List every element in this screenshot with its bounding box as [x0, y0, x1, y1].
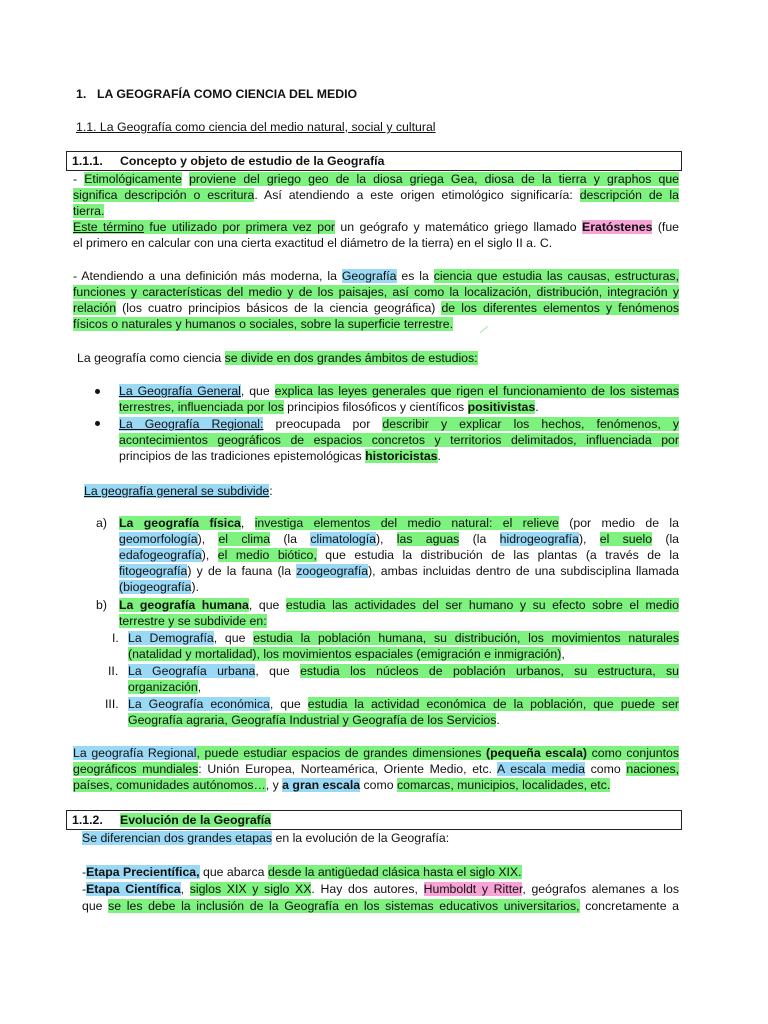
- text-run: hidrogeografía: [499, 532, 579, 546]
- list-line: [119, 563, 679, 579]
- text-run: -: [73, 172, 85, 186]
- heading-1-1-1: Concepto y objeto de estudio de la Geografía: [120, 154, 385, 168]
- bullet-line: [119, 416, 679, 432]
- list-line: [119, 531, 679, 547]
- text-run: (la: [652, 532, 680, 546]
- text-run: siglos XIX y siglo XX: [189, 882, 312, 896]
- text-run: (emigración e inmigración): [413, 647, 562, 661]
- list-line: [119, 547, 679, 563]
- text-run: que estudia la distribución de las plantas (a través de la: [316, 548, 679, 562]
- text-run: , y: [265, 778, 283, 792]
- text-run: de los diferentes elementos y fenómenos: [441, 301, 679, 315]
- text-run: Humboldt y Ritter: [423, 882, 523, 896]
- text-run: , que: [213, 631, 254, 645]
- text-run: se divide en dos grandes ámbitos de estudios:: [224, 351, 478, 365]
- text-run: el suelo: [599, 532, 653, 546]
- paragraph-line: [82, 881, 679, 897]
- text-run: descripción de la: [579, 188, 679, 202]
- text-run: .: [535, 400, 539, 414]
- text-run: , que: [255, 664, 301, 678]
- text-run: físicos o naturales y humanos o sociales, sobre la superficie terrestre.: [73, 317, 454, 331]
- list-line: [119, 597, 679, 613]
- list-marker: II.: [108, 664, 119, 678]
- paragraph-line: [82, 830, 688, 846]
- text-run: , que: [248, 598, 286, 612]
- text-run: en la evolución de la Geografía:: [272, 831, 450, 845]
- list-marker: b): [96, 598, 107, 612]
- text-run: el medio biótico,: [217, 548, 317, 562]
- text-run: (biogeografía: [119, 580, 192, 594]
- list-line: [128, 679, 679, 695]
- text-run: el clima: [218, 532, 271, 546]
- text-run: países, comunidades autónomos…: [73, 778, 266, 792]
- text-run: se les debe la inclusión de la Geografía en los sistemas educativos universitarios,: [108, 899, 580, 913]
- heading-number: 1.1.1.: [72, 154, 103, 168]
- text-run: funciones y características del medio y de los paisajes, así como la localización, distribución, integración y: [73, 285, 679, 299]
- text-run: , puede estudiar espacios de grandes dimensiones: [196, 746, 486, 760]
- text-run: positivistas: [467, 400, 536, 414]
- text-run: ),: [375, 532, 397, 546]
- text-run: [182, 172, 189, 186]
- list-marker: a): [96, 516, 107, 530]
- heading-number: 1.: [76, 87, 87, 101]
- text-run: La geografía como ciencia: [77, 351, 225, 365]
- text-run: proviene del griego geo de la diosa griega Gea, diosa de la tierra y graphos que: [189, 172, 680, 186]
- text-run: - Atendiendo a una definición más moderna, la: [73, 269, 342, 283]
- text-run: climatología: [310, 532, 376, 546]
- text-run: describir y explicar los hechos, fenómenos, y: [382, 417, 680, 431]
- text-run: ),: [201, 548, 218, 562]
- list-line: [128, 630, 679, 646]
- text-run: geográficos mundiales: [73, 762, 199, 776]
- text-run: La Geografía General: [119, 384, 241, 398]
- text-run: que: [82, 899, 109, 913]
- text-run: fitogeografía: [119, 564, 188, 578]
- paragraph-line: [73, 219, 679, 235]
- text-run: es la: [396, 269, 434, 283]
- bullet-line: [119, 448, 679, 464]
- text-run: , que: [269, 697, 308, 711]
- heading-1-1-2: Evolución de la Geografía: [120, 813, 272, 827]
- paragraph-line: [73, 761, 679, 777]
- text-run: como conjuntos: [587, 746, 680, 760]
- heading-1: LA GEOGRAFÍA COMO CIENCIA DEL MEDIO: [97, 87, 358, 101]
- text-run: investiga elementos del medio natural: el relieve: [254, 516, 559, 530]
- paragraph-line: [73, 268, 679, 284]
- text-run: Etapa Precientífica,: [86, 865, 200, 879]
- text-run: . Hay dos autores,: [311, 882, 424, 896]
- text-run: : Unión Europea, Norteamérica, Oriente Medio, etc.: [198, 762, 498, 776]
- paragraph-line: [73, 316, 679, 332]
- heading-number: 1.1.2.: [72, 813, 103, 827]
- text-run: Etapa Científica: [86, 882, 181, 896]
- text-run: terrestres, influenciada por los: [119, 400, 284, 414]
- paragraph-line: [82, 864, 688, 880]
- text-run: los movimientos espaciales: [259, 647, 414, 661]
- text-run: que abarca: [199, 865, 268, 879]
- text-run: (pequeña escala): [486, 746, 588, 760]
- text-run: La Demografía: [128, 631, 214, 645]
- text-run: :: [269, 484, 273, 498]
- text-run: ) y de la fauna (la: [187, 564, 297, 578]
- text-run: significa descripción o escritura: [73, 188, 255, 202]
- text-run: ), ambas incluidas dentro de una subdisciplina llamada: [368, 564, 680, 578]
- list-line: [128, 646, 679, 662]
- list-line: [128, 712, 679, 728]
- text-run: Se diferencian dos grandes etapas: [82, 831, 273, 845]
- text-run: -: [82, 882, 87, 896]
- text-run: 1.1. La Geografía como ciencia del medio natural, social y cultural: [76, 120, 436, 134]
- text-run: (por medio de la: [558, 516, 679, 530]
- paragraph-line: [73, 777, 679, 793]
- text-run: tierra.: [73, 204, 105, 218]
- text-run: ,: [561, 647, 565, 661]
- text-run: terrestre y se subdivide en:: [119, 614, 267, 628]
- text-run: Eratóstenes: [582, 220, 653, 234]
- paragraph-line: [73, 745, 679, 761]
- text-run: estudia los núcleos de población urbanos, su estructura, su: [300, 664, 679, 678]
- text-run: preocupada por: [263, 417, 383, 431]
- list-marker: III.: [105, 697, 119, 711]
- text-run: .: [437, 449, 441, 463]
- text-run: ,: [197, 680, 202, 694]
- text-run: geomorfología: [119, 532, 198, 546]
- text-run: La Geografía económica: [128, 697, 270, 711]
- paragraph-line: [73, 300, 679, 316]
- text-run: estudia la población humana, su distribución, los movimientos naturales: [253, 631, 679, 645]
- text-run: organización: [128, 680, 198, 694]
- paragraph-line: [73, 187, 679, 203]
- text-run: ).: [191, 580, 199, 594]
- bullet-line: [119, 399, 679, 415]
- list-line: [128, 663, 679, 679]
- list-line: [119, 613, 679, 629]
- text-run: , geógrafos alemanes a los: [522, 882, 679, 896]
- text-run: Este término: [73, 220, 145, 234]
- bullet-icon: [95, 421, 100, 426]
- bullet-line: [119, 383, 679, 399]
- text-run: La Geografía Regional:: [119, 417, 264, 431]
- heading-1-1: [76, 119, 682, 135]
- text-run: .: [496, 713, 500, 727]
- list-marker: I.: [112, 631, 119, 645]
- text-run: (los cuatro principios básicos de la ciencia geográfica): [116, 301, 442, 315]
- text-run: La geografía física: [119, 516, 241, 530]
- text-run: La geografía humana: [119, 598, 249, 612]
- text-run: fue utilizado por primera vez por: [144, 220, 336, 234]
- text-run: un geógrafo y matemático griego llamado: [335, 220, 583, 234]
- text-run: estudia las actividades del ser humano y su efecto sobre el medio: [285, 598, 679, 612]
- text-run: principios de las tradiciones epistemológicas: [119, 449, 366, 463]
- text-run: las aguas: [396, 532, 460, 546]
- text-run: (la: [270, 532, 311, 546]
- text-run: como: [360, 778, 398, 792]
- text-run: ciencia que estudia las causas, estructuras,: [433, 269, 679, 283]
- text-run: principios filosóficos y científicos: [283, 400, 468, 414]
- text-run: La geografía general se subdivide: [84, 484, 270, 498]
- text-run: Geografía agraria, Geografía Industrial y Geografía de los Servicios: [128, 713, 497, 727]
- paragraph-line: [73, 171, 679, 187]
- text-run: explica las leyes generales que rigen el funcionamiento de los sistemas: [274, 384, 679, 398]
- text-run: a gran escala: [282, 778, 361, 792]
- text-run: ,: [240, 516, 255, 530]
- text-run: ),: [578, 532, 600, 546]
- text-run: ,: [180, 882, 190, 896]
- text-run: el primero en calcular con una cierta exactitud el diámetro de la tierra) en el siglo II a. C.: [73, 236, 553, 250]
- list-line: [119, 579, 679, 595]
- text-run: , que: [240, 384, 275, 398]
- bullet-line: [119, 432, 679, 448]
- text-run: Geografía: [341, 269, 397, 283]
- paragraph-line: [77, 350, 683, 366]
- paragraph-line: [73, 235, 679, 251]
- text-run: (la: [459, 532, 500, 546]
- text-run: naciones,: [626, 762, 680, 776]
- paragraph-line: [82, 898, 679, 914]
- text-run: relación: [73, 301, 117, 315]
- text-run: . Así atendiendo a este origen etimológico significaría:: [254, 188, 580, 202]
- subheading-line: [84, 483, 690, 499]
- text-run: -: [82, 865, 87, 879]
- text-run: ),: [197, 532, 219, 546]
- paragraph-line: [73, 284, 679, 300]
- text-run: zoogeografía: [296, 564, 369, 578]
- text-run: edafogeografía: [119, 548, 202, 562]
- text-run: (natalidad y mortalidad),: [128, 647, 260, 661]
- text-run: (fue: [652, 220, 680, 234]
- bullet-icon: [95, 389, 100, 394]
- text-run: concretamente a: [579, 899, 679, 913]
- list-line: [119, 515, 679, 531]
- text-run: La Geografía urbana: [128, 664, 256, 678]
- paragraph-line: [73, 203, 679, 219]
- text-run: acontecimientos geográficos de espacios concretos y territorios delimitados, influenciada por: [119, 433, 679, 447]
- text-run: historicistas: [365, 449, 438, 463]
- text-run: Etimológicamente: [84, 172, 182, 186]
- text-run: estudia la actividad económica de la población, que puede ser: [307, 697, 679, 711]
- text-run: La geografía Regional: [73, 746, 197, 760]
- text-run: A escala media: [497, 762, 585, 776]
- list-line: [128, 696, 679, 712]
- text-run: como: [584, 762, 627, 776]
- text-run: comarcas, municipios, localidades, etc.: [397, 778, 611, 792]
- text-run: desde la antigüedad clásica hasta el siglo XIX.: [267, 865, 522, 879]
